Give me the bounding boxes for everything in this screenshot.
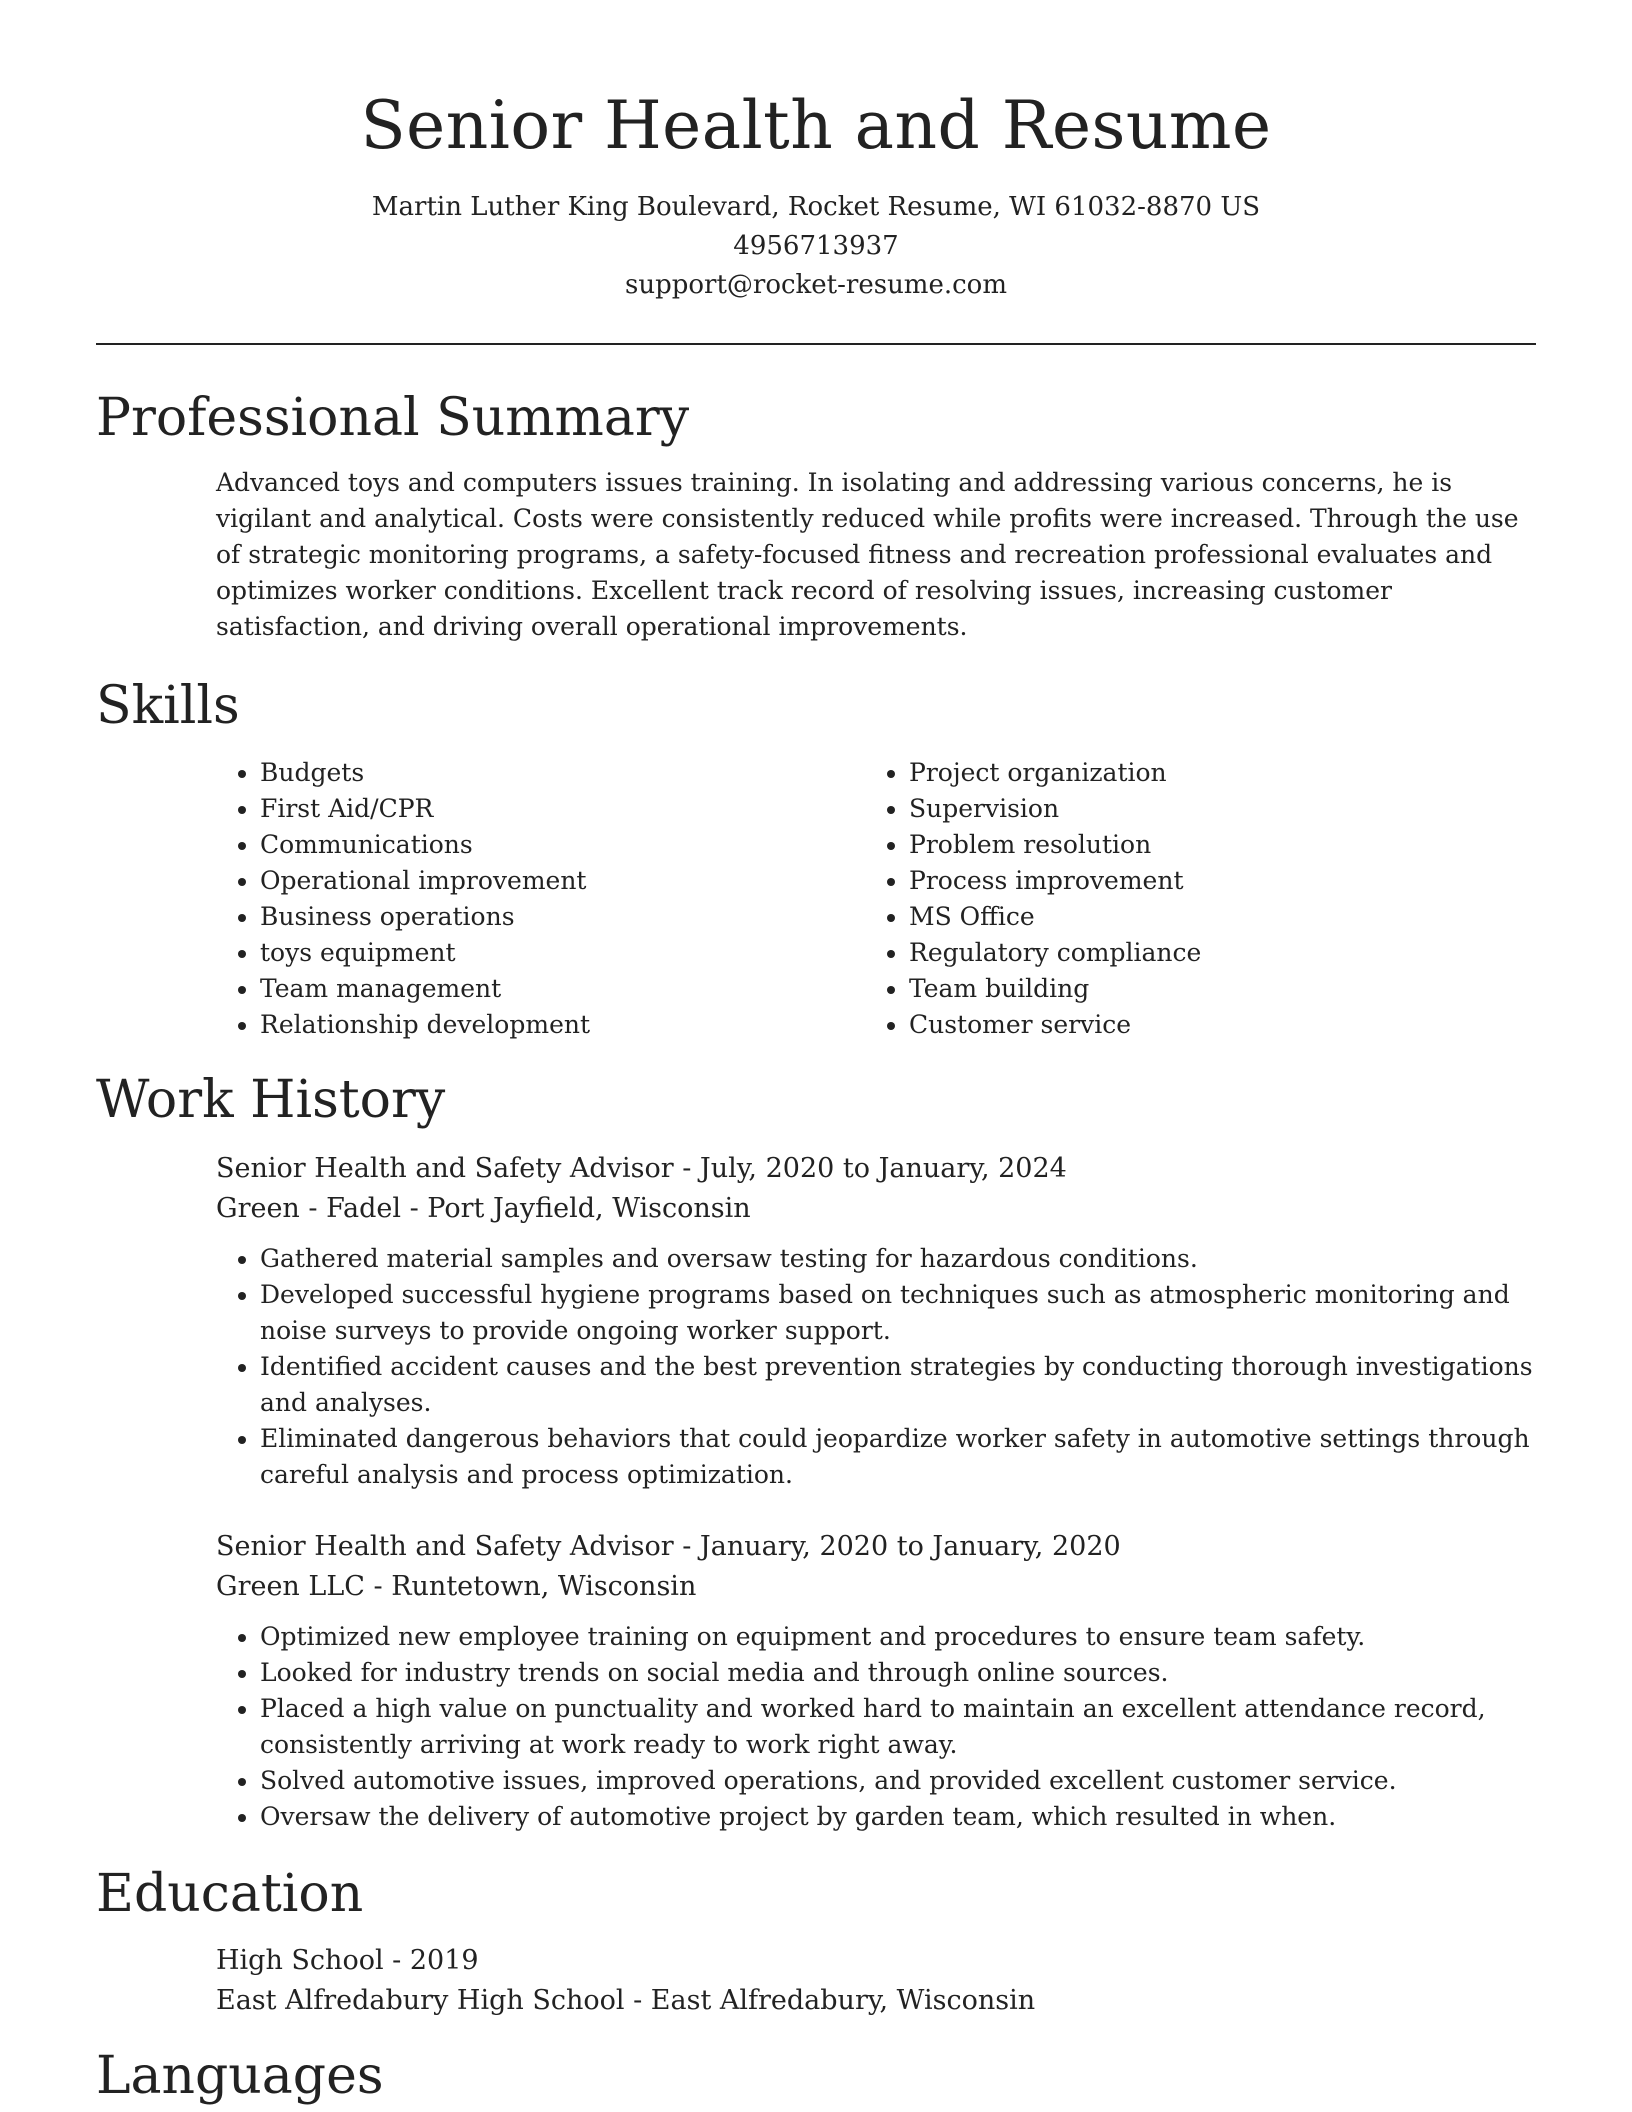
- job-bullet: • Oversaw the delivery of automotive project by garden team, which resulted in when.: [260, 1799, 1536, 1835]
- skill-item: • Project organization: [909, 755, 1201, 791]
- section-title-skills: Skills: [96, 676, 240, 736]
- contact-email: support@rocket-resume.com: [624, 270, 1007, 300]
- work-history-section: [96, 1067, 1536, 1835]
- skill-item: • Team building: [909, 971, 1201, 1007]
- skill-item: • Process improvement: [909, 863, 1201, 899]
- job-company-location: Green LLC - Runtetown, Wisconsin: [216, 1571, 697, 1602]
- skill-item: • Team management: [260, 971, 865, 1007]
- skills-list-left: [216, 755, 865, 1043]
- education-degree: High School - 2019: [216, 1945, 479, 1976]
- skills-section: [96, 673, 1536, 1043]
- job-title-dates: Senior Health and Safety Advisor - January, 2020 to January, 2020: [216, 1531, 1121, 1562]
- skill-item: • Regulatory compliance: [909, 935, 1201, 971]
- job-bullet: • Looked for industry trends on social media and through online sources.: [260, 1655, 1536, 1691]
- skill-item: • Relationship development: [260, 1007, 865, 1043]
- section-title-education: Education: [96, 1864, 364, 1924]
- contact-address: Martin Luther King Boulevard, Rocket Resume, WI 61032-8870 US: [371, 192, 1261, 222]
- skill-item: • Budgets: [260, 755, 865, 791]
- job-entry: [96, 1149, 1536, 1493]
- job-bullet: • Optimized new employee training on equipment and procedures to ensure team safety.: [260, 1619, 1536, 1655]
- skill-item: • Supervision: [909, 791, 1201, 827]
- contact-block: [96, 188, 1536, 305]
- job-bullet: • Identified accident causes and the best prevention strategies by conducting thorough investigations and analyses.: [260, 1349, 1536, 1421]
- skill-item: • Customer service: [909, 1007, 1201, 1043]
- skill-item: • toys equipment: [260, 935, 865, 971]
- skill-item: • Problem resolution: [909, 827, 1201, 863]
- candidate-name: Senior Health and Resume: [360, 87, 1272, 164]
- skill-item: • Operational improvement: [260, 863, 865, 899]
- job-title-dates: Senior Health and Safety Advisor - July, 2020 to January, 2024: [216, 1153, 1067, 1184]
- job-bullet: • Gathered material samples and oversaw testing for hazardous conditions.: [260, 1241, 1536, 1277]
- skill-item: • MS Office: [909, 899, 1201, 935]
- job-bullet: • Eliminated dangerous behaviors that could jeopardize worker safety in automotive settings through careful analysis and process optimization.: [260, 1421, 1536, 1493]
- job-bullets: [216, 1241, 1536, 1493]
- languages-section: [96, 2043, 1536, 2109]
- skills-list-right: [865, 755, 1201, 1043]
- professional-summary-section: [96, 385, 1536, 645]
- section-title-languages: Languages: [96, 2046, 384, 2106]
- skill-item: • Communications: [260, 827, 865, 863]
- skills-columns: [216, 755, 1536, 1043]
- section-title-work: Work History: [96, 1070, 446, 1130]
- job-bullet: • Placed a high value on punctuality and worked hard to maintain an excellent attendance record, consistently arriving at work ready to work right away.: [260, 1691, 1536, 1763]
- skill-item: • Business operations: [260, 899, 865, 935]
- education-school: East Alfredabury High School - East Alfredabury, Wisconsin: [216, 1985, 1036, 2016]
- education-entry: [216, 1941, 1536, 2021]
- section-title-summary: Professional Summary: [96, 388, 690, 448]
- job-bullet: • Solved automotive issues, improved operations, and provided excellent customer service.: [260, 1763, 1536, 1799]
- job-bullets: [216, 1619, 1536, 1835]
- header-divider: [96, 343, 1536, 345]
- resume-page: [96, 0, 1536, 2109]
- job-entry: [96, 1527, 1536, 1835]
- skill-item: • First Aid/CPR: [260, 791, 865, 827]
- contact-phone: 4956713937: [733, 231, 899, 261]
- job-bullet: • Developed successful hygiene programs based on techniques such as atmospheric monitoring and noise surveys to provide ongoing worker support.: [260, 1277, 1536, 1349]
- education-section: [96, 1861, 1536, 2021]
- job-company-location: Green - Fadel - Port Jayfield, Wisconsin: [216, 1193, 751, 1224]
- summary-text: Advanced toys and computers issues training. In isolating and addressing various concerns, he is vigilant and analytical. Costs were consistently reduced while profits were increased. Through the use of strategic monitoring programs, a safety-focused fitness and recreation professional evaluates and optimizes worker conditions. Excellent track record of resolving issues, increasing customer satisfaction, and driving overall operational improvements.: [216, 468, 1519, 641]
